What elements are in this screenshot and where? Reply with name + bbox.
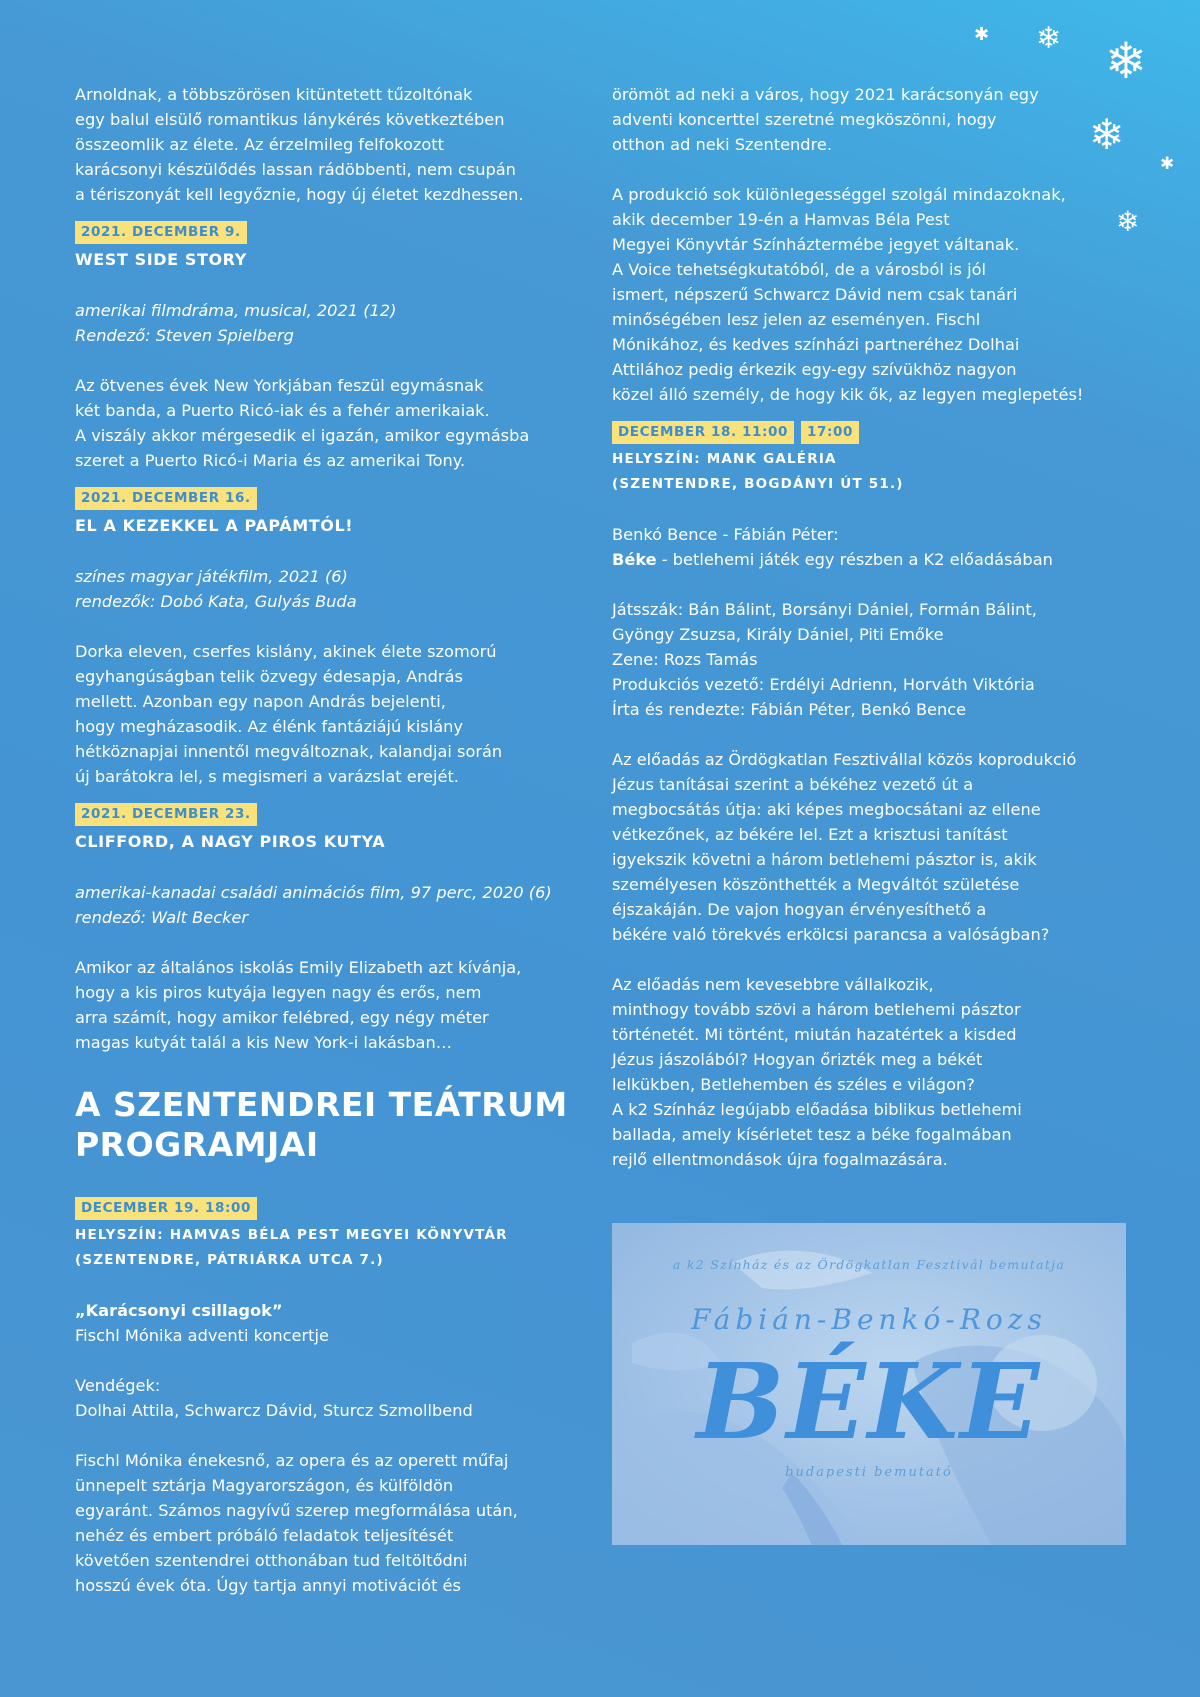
guests-list: Dolhai Attila, Schwarcz Dávid, Sturcz Szmollbend <box>75 1401 473 1420</box>
poster-authors: Fábián-Benkó-Rozs <box>691 1303 1047 1336</box>
poster-title: BÉKE <box>696 1340 1042 1463</box>
event-venue: HELYSZÍN: MANK GALÉRIA <box>612 451 837 467</box>
film-entry-clifford: 2021. DECEMBER 23. CLIFFORD, A NAGY PIROS KUTYA amerikai-kanadai családi animációs film, 97 perc, 2020 (6) rendező: Walt Becker Amikor az általános iskolás Emily Elizabeth azt kívánja, hogy a kis piros kutyája legyen nagy és erős, nem arra számít, hogy amikor felébred, egy négy méter magas kutyát talál a kis New York-i lakásban… <box>75 803 575 1055</box>
film-entry-west-side-story: 2021. DECEMBER 9. WEST SIDE STORY amerikai filmdráma, musical, 2021 (12) Rendező: Steven Spielberg Az ötvenes évek New Yorkjában feszül egymásnak két banda, a Puerto Ricó-iak és a fehér amerikaiak. A viszály akkor mérgesedik el igazán, amikor egymásba szeret a Puerto Ricó-i Maria és az amerikai Tony. <box>75 221 575 473</box>
beke-poster-image <box>612 1223 1126 1545</box>
film-director: Rendező: Steven Spielberg <box>75 326 294 345</box>
play-title: Béke <box>612 550 657 569</box>
event-title: „Karácsonyi csillagok” <box>75 1301 283 1320</box>
right-column <box>612 82 1125 1172</box>
event-subtitle: Fischl Mónika adventi koncertje <box>75 1326 329 1345</box>
guests-label: Vendégek: <box>75 1376 161 1395</box>
event-beke: DECEMBER 18. 11:00 17:00 HELYSZÍN: MANK GALÉRIA (SZENTENDRE, BOGDÁNYI ÚT 51.) Benkó Bence - Fábián Péter: Béke - betlehemi játék egy részben a K2 előadásában Játsszák: Bán Bálint, Borsányi Dániel, Formán Bálint, Gyöngy Zsuzsa, Király Dániel, Piti Emőke Zene: Rozs Tamás Produkciós vezető: Erdélyi Adrienn, Horváth Viktória Írta és rendezte: Fábián Péter, Benkó Bence Az előadás az Ördögkatlan Fesztivállal közös koprodukció Jézus tanításai szerint a békéhez vezető út a megbocsátás útja: aki képes megbocsátani az ellene vétkezőnek, az békére lel. Ezt a krisztusi tanítást igyekszik követni a három betlehemi pásztor is, akik személyesen köszönthették a Megváltót születése éjszakáján. De vajon hogyan érvényesíthető a békére való törekvés erkölcsi parancsa a valóságban? Az előadás nem kevesebbre vállalkozik, minthogy tovább szövi a három betlehemi pásztor történetét. Mi történt, miután hazatértek a kisded Jézus jászolából? Hogyan őrizték meg a békét lelkükben, Betlehemben és széles e világon? A k2 Színház legújabb előadása biblikus betlehemi ballada, amely kísérletet tesz a béke fogalmában rejlő ellentmondások újra fogalmazására. <box>612 421 1122 1172</box>
film-meta: színes magyar játékfilm, 2021 (6) <box>75 567 348 586</box>
film-director: rendezők: Dobó Kata, Gulyás Buda <box>75 592 357 611</box>
section-title: A SZENTENDREI TEÁTRUM PROGRAMJAI <box>75 1085 568 1164</box>
snowflake-icon: ❄ <box>1105 32 1147 90</box>
film-director: rendező: Walt Becker <box>75 908 249 927</box>
production-paragraph: A produkció sok különlegességgel szolgál mindazoknak, akik december 19-én a Hamvas Béla Pest Megyei Könyvtár Színháztermébe jegyet váltanak. A Voice tehetségkutatóból, de a városból is jól ismert, népszerű Schwarcz Dávid nem csak tanári minőségében lesz jelen az eseményen. Fischl Mónikához, és kedves színházi partneréhez Dolhai Attilához pedig érkezik egy-egy szívükhöz nagyon közel álló személy, de hogy kik ők, az legyen meglepetés! <box>612 185 1084 404</box>
date-badge: DECEMBER 18. 11:00 <box>612 421 794 444</box>
film-entry-el-a-kezekkel: 2021. DECEMBER 16. EL A KEZEKKEL A PAPÁMTÓL! színes magyar játékfilm, 2021 (6) rendezők: Dobó Kata, Gulyás Buda Dorka eleven, cserfes kislány, akinek élete szomorú egyhangúságban telik özvegy édesapja, András mellett. Azonban egy napon András bejelenti, hogy megházasodik. Az élénk fantáziájú kislány hétköznapjai innentől megváltoznak, kalandjai során új barátokra lel, s megismeri a varázslat erejét. <box>75 487 575 789</box>
date-badge: 2021. DECEMBER 16. <box>75 487 257 510</box>
event-karacsonyi-csillagok: DECEMBER 19. 18:00 HELYSZÍN: HAMVAS BÉLA PEST MEGYEI KÖNYVTÁR (SZENTENDRE, PÁTRIÁRKA UTCA 7.) „Karácsonyi csillagok” Fischl Mónika adventi koncertje Vendégek: Dolhai Attila, Schwarcz Dávid, Sturcz Szmollbend Fischl Mónika énekesnő, az opera és az operett műfaj ünnepelt sztárja Magyarországon, és külföldön egyaránt. Számos nagyívű szerep megformálása után, nehéz és embert próbáló feladatok teljesítését követően szentendrei otthonában tud feltöltődni hosszú évek óta. Úgy tartja annyi motivációt és <box>75 1197 575 1598</box>
film-meta: amerikai-kanadai családi animációs film, 97 perc, 2020 (6) <box>75 883 552 902</box>
film-title: EL A KEZEKKEL A PAPÁMTÓL! <box>75 516 354 535</box>
intro-paragraph: Arnoldnak, a többszörösen kitüntetett tűzoltónak egy balul elsülő romantikus lánykérés következtében összeomlik az élete. Az érzelmileg felfokozott karácsonyi készülődés lassan rádöbbenti, nem csupán a tériszonyát kell legyőznie, hogy új életet kezdhessen. <box>75 85 524 204</box>
film-title: CLIFFORD, A NAGY PIROS KUTYA <box>75 832 386 851</box>
poster-premiere: budapesti bemutató <box>785 1465 953 1480</box>
date-badge: DECEMBER 19. 18:00 <box>75 1197 257 1220</box>
event-venue: HELYSZÍN: HAMVAS BÉLA PEST MEGYEI KÖNYVTÁR <box>75 1227 508 1243</box>
play-authors: Benkó Bence - Fábián Péter: <box>612 525 839 544</box>
film-meta: amerikai filmdráma, musical, 2021 (12) <box>75 301 397 320</box>
snowflake-icon: ❄ <box>1089 110 1125 159</box>
left-column <box>75 82 575 1598</box>
snowflake-icon: ❄ <box>1036 21 1062 56</box>
snowflake-icon: ✱ <box>974 24 990 45</box>
date-badge: 2021. DECEMBER 23. <box>75 803 257 826</box>
film-title: WEST SIDE STORY <box>75 250 247 269</box>
event-address: (SZENTENDRE, BOGDÁNYI ÚT 51.) <box>612 476 904 492</box>
play-title-line: Béke - betlehemi játék egy részben a K2 előadásában <box>612 550 1053 569</box>
event-address: (SZENTENDRE, PÁTRIÁRKA UTCA 7.) <box>75 1252 384 1268</box>
snowflake-icon: ✱ <box>1160 154 1175 174</box>
date-badge: 2021. DECEMBER 9. <box>75 221 247 244</box>
snowflake-icon: ❄ <box>1116 205 1140 238</box>
time-badge: 17:00 <box>801 421 859 444</box>
continuation-paragraph: örömöt ad neki a város, hogy 2021 karácsonyán egy adventi koncerttel szeretné megköszönni, hogy otthon ad neki Szentendre. <box>612 85 1039 154</box>
poster-presenter: a k2 Színház és az Ördögkatlan Fesztivál bemutatja <box>672 1257 1066 1272</box>
